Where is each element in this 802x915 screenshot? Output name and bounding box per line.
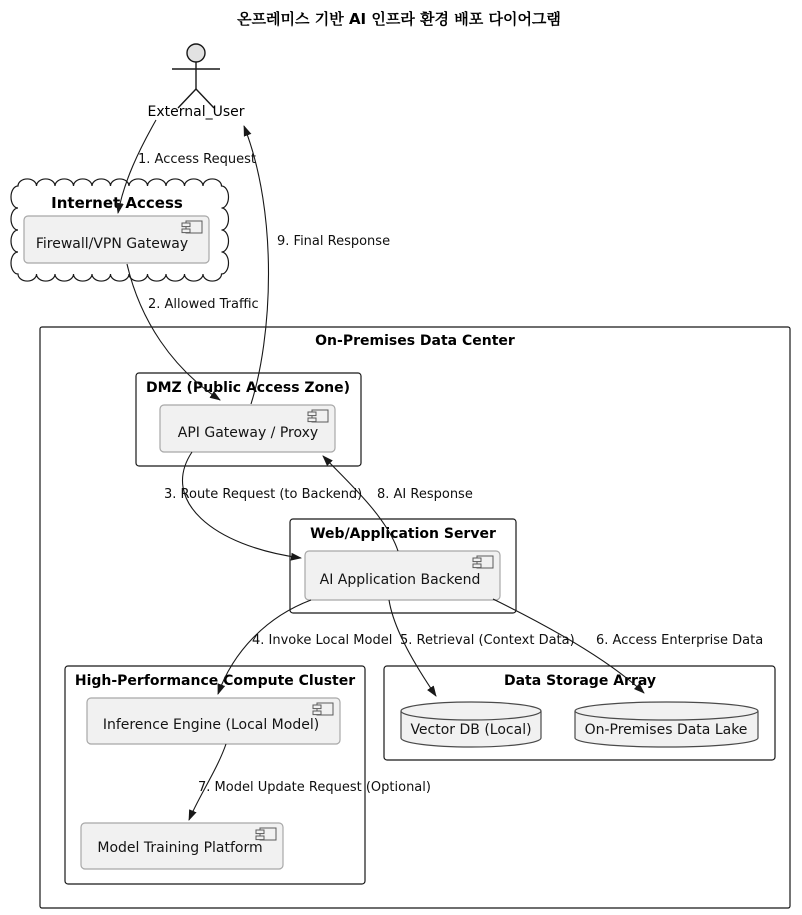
zone-data-storage-array bbox=[384, 666, 775, 760]
component-api-gateway-proxy bbox=[160, 405, 335, 452]
edge-label-3: 3. Route Request (to Backend) bbox=[164, 487, 363, 502]
component-icon bbox=[256, 828, 276, 840]
edge-label-8: 8. AI Response bbox=[377, 487, 473, 502]
diagram-title: 온프레미스 기반 AI 인프라 환경 배포 다이어그램 bbox=[237, 10, 561, 28]
component-icon bbox=[313, 703, 333, 715]
component-label: Model Training Platform bbox=[97, 840, 263, 856]
component-ai-application-backend bbox=[305, 551, 500, 600]
component-model-training-platform bbox=[81, 823, 283, 869]
component-label: AI Application Backend bbox=[319, 572, 481, 588]
component-icon bbox=[182, 221, 202, 233]
actor-head bbox=[187, 44, 205, 62]
zone-web-application-server bbox=[290, 519, 516, 613]
zone-title: On-Premises Data Center bbox=[315, 333, 515, 349]
database-label: Vector DB (Local) bbox=[410, 722, 532, 738]
database-top bbox=[575, 702, 758, 720]
zone-dmz bbox=[136, 373, 361, 466]
cloud-title: Internet Access bbox=[51, 194, 183, 212]
edge-label-2: 2. Allowed Traffic bbox=[148, 297, 259, 312]
component-label: Inference Engine (Local Model) bbox=[102, 717, 320, 733]
database-top bbox=[401, 702, 541, 720]
zone-title: Web/Application Server bbox=[310, 526, 496, 542]
edge-label-1: 1. Access Request bbox=[138, 152, 256, 167]
database-label: On-Premises Data Lake bbox=[584, 722, 748, 738]
edge-label-5: 5. Retrieval (Context Data) bbox=[400, 633, 575, 648]
edge-label-7: 7. Model Update Request (Optional) bbox=[198, 780, 431, 795]
component-inference-engine bbox=[87, 698, 340, 744]
component-label: API Gateway / Proxy bbox=[177, 425, 319, 441]
edge-label-6: 6. Access Enterprise Data bbox=[596, 633, 764, 648]
edge-label-4: 4. Invoke Local Model bbox=[252, 633, 393, 648]
actor-external-user bbox=[148, 44, 245, 120]
zone-hpc-cluster bbox=[65, 666, 365, 884]
component-label: Firewall/VPN Gateway bbox=[35, 236, 189, 252]
cloud-internet-access bbox=[11, 179, 229, 281]
zone-title: Data Storage Array bbox=[503, 673, 657, 689]
actor-label: External_User bbox=[147, 104, 245, 120]
zone-title: High-Performance Compute Cluster bbox=[74, 673, 356, 689]
component-firewall-vpn-gateway bbox=[24, 216, 209, 263]
zone-title: DMZ (Public Access Zone) bbox=[145, 380, 351, 396]
database-data-lake bbox=[575, 702, 758, 747]
edge-label-9: 9. Final Response bbox=[277, 234, 391, 249]
component-icon bbox=[308, 410, 328, 422]
component-icon bbox=[473, 556, 493, 568]
database-vector-db bbox=[401, 702, 541, 747]
